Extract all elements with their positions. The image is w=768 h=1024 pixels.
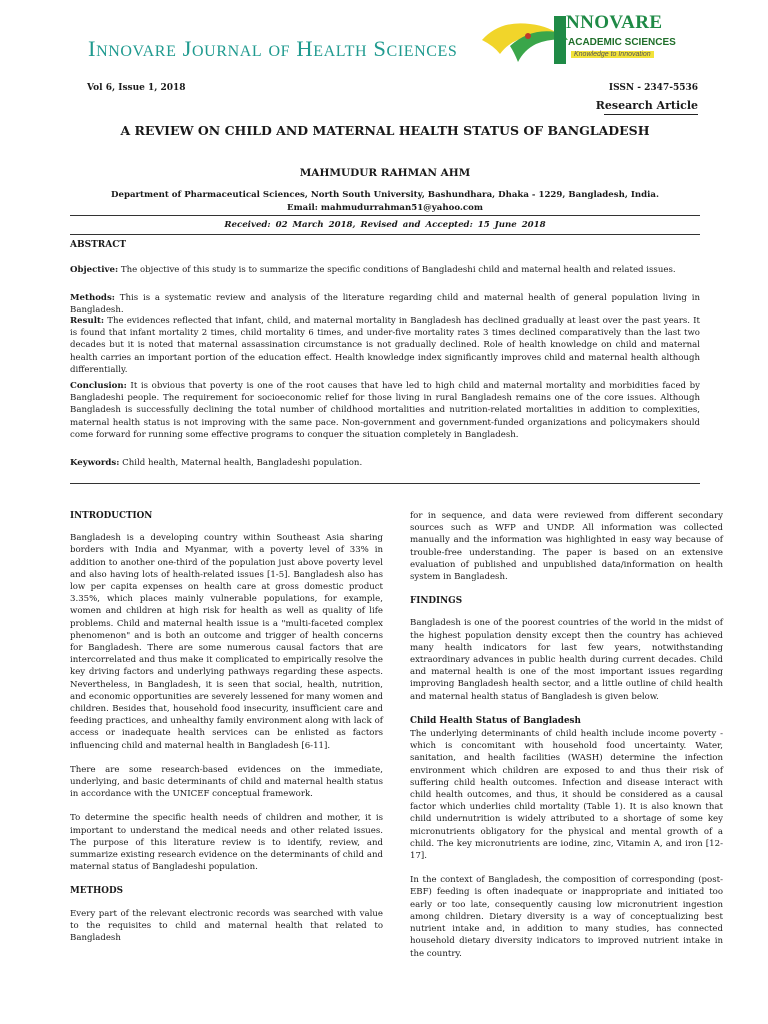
logo-tagline: Knowledge to Innovation xyxy=(571,51,654,58)
introduction-heading: INTRODUCTION xyxy=(70,511,153,521)
divider xyxy=(70,215,700,216)
affiliation: Department of Pharmaceutical Sciences, North South University, Bashundhara, Dhaka - 1229, Bangladesh, India. xyxy=(111,190,659,200)
article-type-underline xyxy=(604,114,698,115)
keywords-label: Keywords: xyxy=(70,458,120,468)
paragraph: Bangladesh is one of the poorest countries of the world in the midst of the highest population density except then the country has achieved many health indicators for last few years, notwithstanding extraordinary advances in public health during current decades. Child and maternal health is one of the most important issues regarding improving Bangladesh health sector, and a little outline of child health and maternal health status of Bangladesh is given below. xyxy=(410,618,723,702)
author-email: Email: mahmudurrahman51@yahoo.com xyxy=(287,203,483,213)
methods-heading: METHODS xyxy=(70,886,123,897)
abstract-keywords xyxy=(70,457,700,469)
result-label: Result: xyxy=(70,316,105,326)
findings-heading: FINDINGS xyxy=(410,596,463,607)
abstract-objective xyxy=(70,264,700,276)
abstract-heading: ABSTRACT xyxy=(70,240,127,250)
paragraph: There are some research-based evidences on the immediate, underlying, and basic determinants of child and maternal health status in accordance with the UNICEF conceptual framework. xyxy=(70,764,383,800)
author-name: MAHMUDUR RAHMAN AHM xyxy=(299,167,471,179)
journal-title: Innovare Journal of Health Sciences xyxy=(88,36,458,61)
logo-subtitle: ACADEMIC SCIENCES xyxy=(568,37,676,48)
abstract-methods xyxy=(70,292,700,316)
paragraph: for in sequence, and data were reviewed from different secondary sources such as WFP and UNDP. All information was collected manually and the information was highlighted in easy way because of trouble-free understanding. The paper is based on an extensive evaluation of published and unpublished data/information on health system in Bangladesh. xyxy=(410,511,723,583)
paragraph: The underlying determinants of child health include income poverty - which is concomitant with household food uncertainty. Water, sanitation, and health facilities (WASH) determine the infection environment which children are exposed to and thus their risk of suffering child health outcomes. Infection and disease interact with child health outcomes, and thus, it should be considered as a causal factor which underlies child mortality (Table 1). It is also known that child undernutrition is widely attributed to a shortage of some key micronutrients obligatory for the physical and mental growth of a child. The key micronutrients are iodine, zinc, Vitamin A, and iron [12-17]. xyxy=(410,729,723,862)
abstract-result xyxy=(70,315,700,376)
conclusion-text: It is obvious that poverty is one of the root causes that have led to high child and maternal mortality and morbidities faced by Bangladeshi people. The requirement for socioeconomic relief for those living in rural Bangladesh remains one of the core issues. Although Bangladesh is successfully declining the total number of childhood mortalities and nutrition-related mortalities in addition to complexities, maternal health status is not improving with the same pace. Non-government and government-funded organizations and policymakers should come forward for running some effective programs to conquer the situation completely in Bangladesh. xyxy=(70,381,700,440)
abstract-conclusion xyxy=(70,380,700,441)
result-text: The evidences reflected that infant, child, and maternal mortality in Bangladesh has declined gradually at least over the past years. It is found that infant mortality 2 times, child mortality 6 times, and under-five mortality rates 3 times declined comparatively than the last two decades but it is noted that maternal assassination circumstance is not gradually declined. Role of health knowledge on child and maternal health carries an important portion of the education effect. Health knowledge index significantly improves child and maternal health although differentially. xyxy=(70,316,700,375)
methods-text: This is a systematic review and analysis of the literature regarding child and maternal health of general population living in Bangladesh. xyxy=(70,293,700,316)
issn: ISSN - 2347-5536 xyxy=(608,83,698,93)
volume-issue: Vol 6, Issue 1, 2018 xyxy=(87,83,186,93)
objective-label: Objective: xyxy=(70,265,119,275)
divider xyxy=(70,234,700,235)
paragraph: Bangladesh is a developing country within Southeast Asia sharing borders with India and Myanmar, with a poverty level of 33% in addition to another one-third of the population just above poverty level and also having lots of health-related issues [1-5]. Bangladesh also has low per capita expenses on health care at gross domestic product 3.35%, which places mainly vulnerable populations, for example, women and children at high risk for health as well as quality of life problems. Child and maternal health issue is a "multi-faceted complex phenomenon" and is both an outcome and trigger of health concerns for Bangladesh. There are some numerous causal factors that are intercorrelated and thus make it complicated to empirically resolve the key driving factors and underlying pathways regarding these aspects. Nevertheless, in Bangladesh, it is seen that social, health, nutrition, and economic opportunities are severely lessened for many women and children. Besides that, household food insecurity, insufficient care and feeding practices, and unhealthy family environment along with lack of access or inadequate health services can be enlisted as factors influencing child and maternal health in Bangladesh [6-11]. xyxy=(70,533,383,751)
affiliation-block xyxy=(70,189,700,215)
received-dates: Received: 02 March 2018, Revised and Accepted: 15 June 2018 xyxy=(224,220,546,230)
body-left-column xyxy=(70,510,383,956)
body-right-column xyxy=(410,510,723,972)
objective-text: The objective of this study is to summarize the specific conditions of Bangladeshi child and maternal health and related issues. xyxy=(118,265,676,275)
paragraph: In the context of Bangladesh, the composition of corresponding (post-EBF) feeding is often inadequate or inappropriate and initiated too early or too late, consequently causing low micronutrient ingestion among children. Dietary diversity is a way of conceptualizing best nutrient intake and, in addition to many studies, has connected household dietary diversity indicators to improved nutrient intake in the country. xyxy=(410,875,723,959)
conclusion-label: Conclusion: xyxy=(70,381,127,391)
keywords-text: Child health, Maternal health, Bangladeshi population. xyxy=(119,458,363,468)
paragraph: Every part of the relevant electronic records was searched with value to the requisites to child and maternal health that related to Bangladesh xyxy=(70,908,383,944)
logo-name: NNOVARE xyxy=(566,12,663,33)
methods-label: Methods: xyxy=(70,293,115,303)
child-health-subheading: Child Health Status of Bangladesh xyxy=(410,715,581,726)
article-type: Research Article xyxy=(595,99,698,112)
divider xyxy=(70,483,700,484)
paragraph: To determine the specific health needs of children and mother, it is important to understand the medical needs and other related issues. The purpose of this literature review is to identify, review, and summarize existing research evidence on the determinants of child and maternal status of Bangladeshi population. xyxy=(70,813,383,873)
article-title: A REVIEW ON CHILD AND MATERNAL HEALTH STATUS OF BANGLADESH xyxy=(120,123,650,138)
